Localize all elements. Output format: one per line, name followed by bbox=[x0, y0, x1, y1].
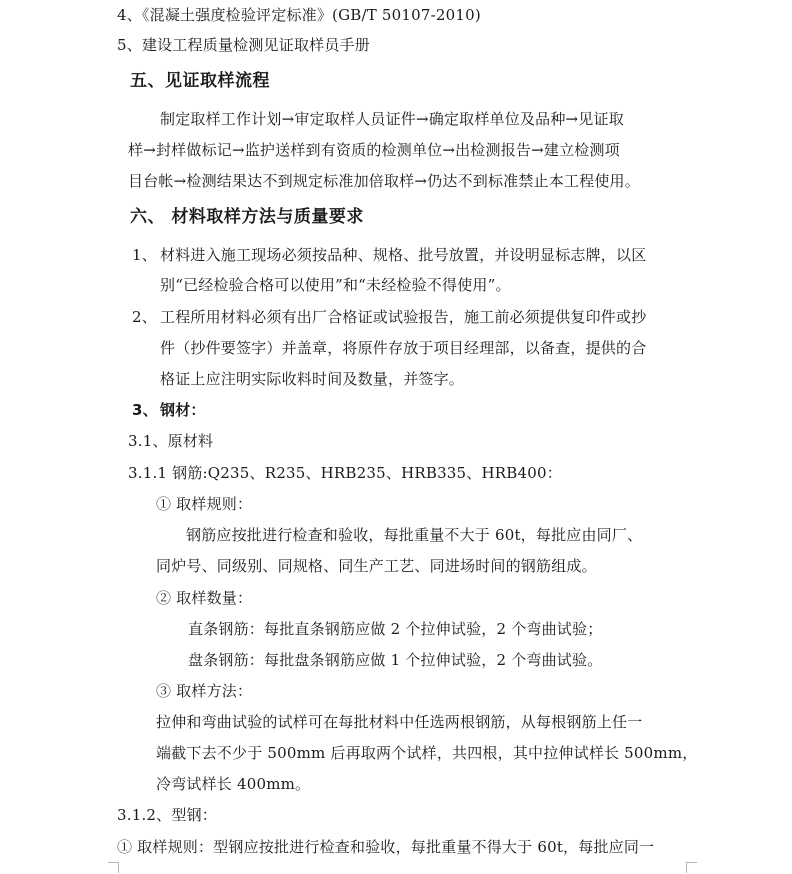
paragraph-line: 拉伸和弯曲试验的试样可在每批材料中任选两根钢筋，从每根钢筋上任一 bbox=[156, 713, 643, 731]
paragraph-line: ① 取样规则：型钢应按批进行检查和验收，每批重量不得大于 60t，每批应同一 bbox=[117, 838, 655, 856]
list-number-2: 2、 bbox=[132, 308, 157, 326]
paragraph-line: 盘条钢筋：每批盘条钢筋应做 1 个拉伸试验，2 个弯曲试验。 bbox=[188, 651, 603, 669]
rule-label: ② 取样数量： bbox=[156, 589, 253, 607]
list-item-text: 件（抄件要签字）并盖章，将原件存放于项目经理部，以备查，提供的合 bbox=[160, 339, 647, 357]
reference-item-4: 4、《混凝土强度检验评定标准》(GB/T 50107-2010) bbox=[117, 6, 481, 24]
paragraph-line: 冷弯试样长 400mm。 bbox=[156, 775, 311, 793]
paragraph-line: 同炉号、同级别、同规格、同生产工艺、同进场时间的钢筋组成。 bbox=[156, 557, 597, 575]
paragraph-line: 目台帐→检测结果达不到规定标准加倍取样→仍达不到标准禁止本工程使用。 bbox=[128, 172, 640, 190]
rule-label: ③ 取样方法： bbox=[156, 682, 253, 700]
subsection-heading-steel: 钢材： bbox=[160, 401, 206, 419]
margin-corner-mark bbox=[686, 862, 697, 873]
section-heading-5: 五、见证取样流程 bbox=[130, 71, 270, 91]
list-item-text: 别“已经检验合格可以使用”和“未经检验不得使用”。 bbox=[160, 276, 511, 294]
subsection-heading: 3.1.2、型钢： bbox=[117, 806, 217, 824]
list-number-3: 3、 bbox=[132, 401, 158, 419]
paragraph-line: 钢筋应按批进行检查和验收，每批重量不大于 60t，每批应由同厂、 bbox=[186, 526, 643, 544]
paragraph-line: 端截下去不少于 500mm 后再取两个试样，共四根，其中拉伸试样长 500mm， bbox=[156, 744, 698, 762]
paragraph-line: 制定取样工作计划→审定取样人员证件→确定取样单位及品种→见证取 bbox=[160, 110, 624, 128]
paragraph-line: 样→封样做标记→监护送样到有资质的检测单位→出检测报告→建立检测项 bbox=[128, 141, 620, 159]
margin-corner-mark bbox=[108, 862, 119, 873]
rule-label: ① 取样规则： bbox=[156, 495, 253, 513]
list-number-1: 1、 bbox=[132, 246, 157, 264]
list-item-text: 材料进入施工现场必须按品种、规格、批号放置，并设明显标志牌，以区 bbox=[160, 246, 647, 264]
section-heading-6: 六、 材料取样方法与质量要求 bbox=[130, 207, 364, 227]
list-item-text: 工程所用材料必须有出厂合格证或试验报告，施工前必须提供复印件或抄 bbox=[160, 308, 647, 326]
paragraph-line: 直条钢筋：每批直条钢筋应做 2 个拉伸试验，2 个弯曲试验； bbox=[188, 620, 603, 638]
reference-item-5: 5、建设工程质量检测见证取样员手册 bbox=[117, 36, 370, 54]
subsection-heading: 3.1.1 钢筋:Q235、R235、HRB235、HRB335、HRB400： bbox=[128, 464, 562, 482]
subsection-heading: 3.1、原材料 bbox=[128, 432, 214, 450]
list-item-text: 格证上应注明实际收料时间及数量，并签字。 bbox=[160, 370, 465, 388]
